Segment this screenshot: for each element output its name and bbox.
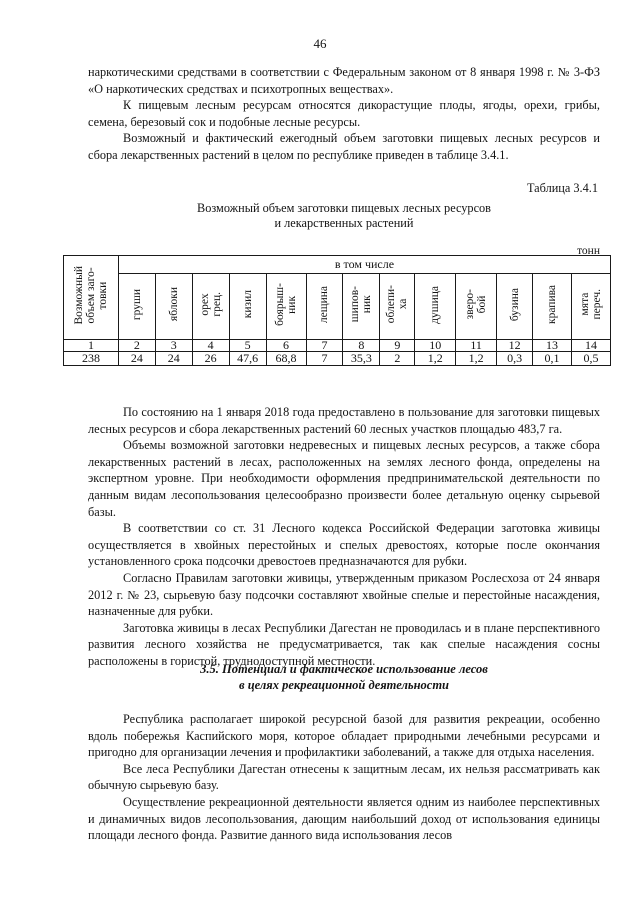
paragraph: Согласно Правилам заготовки живицы, утвержденным приказом Рослесхоза от 24 января 2012 г. № 23, сырьевую базу подсочки составляют хвойные спелые и перестойные насаждения, назначенные для рубки. <box>88 570 600 619</box>
header-cell-total: Возможный объем заго- товки <box>64 256 119 340</box>
header-cell: боярыш- ник <box>266 274 306 340</box>
paragraph: Заготовка живицы в лесах Республики Дагестан не проводилась и в плане перспективного развития лесного хозяйства не предусматривается, так как спелые насаждения сосны расположены в гористой, труднодоступной местности. <box>88 620 600 668</box>
value-cell: 24 <box>118 352 155 366</box>
header-cell: яблоки <box>155 274 192 340</box>
section-heading-line: в целях рекреационной деятельности <box>238 678 450 692</box>
column-number-cell: 13 <box>533 340 572 352</box>
header-cell: крапива <box>533 274 572 340</box>
table-unit: тонн <box>577 245 600 257</box>
table-title-line: и лекарственных растений <box>274 216 414 230</box>
resources-table <box>63 255 611 366</box>
value-cell: 26 <box>192 352 229 366</box>
column-number-cell: 8 <box>343 340 380 352</box>
value-cell: 68,8 <box>266 352 306 366</box>
column-number-cell: 11 <box>456 340 497 352</box>
column-number-cell: 4 <box>192 340 229 352</box>
header-cell: зверо- бой <box>456 274 497 340</box>
value-cell: 1,2 <box>415 352 456 366</box>
value-cell: 7 <box>306 352 343 366</box>
header-cell: душица <box>415 274 456 340</box>
header-cell: лещина <box>306 274 343 340</box>
value-cell: 2 <box>380 352 415 366</box>
paragraph: Республика располагает широкой ресурсной базой для развития рекреации, особенно вдоль побережья Каспийского моря, которое обладает природными лечебными ресурсами и пригодно для организации лечения и профилактики заболеваний, а также для отдыха населения. <box>88 712 600 760</box>
intro-text <box>88 64 600 164</box>
paragraph: Все леса Республики Дагестан отнесены к защитным лесам, их нельзя рассматривать как обычную сырьевую базу. <box>88 761 600 793</box>
section-heading <box>88 661 600 693</box>
column-number-cell: 14 <box>571 340 610 352</box>
value-cell: 0,3 <box>497 352 533 366</box>
header-cell: мята переч. <box>571 274 610 340</box>
section-heading-line: 3.5. Потенциал и фактическое использование лесов <box>200 662 488 676</box>
value-cell: 1,2 <box>456 352 497 366</box>
value-cell: 47,6 <box>229 352 266 366</box>
table-title-line: Возможный объем заготовки пищевых лесных ресурсов <box>197 201 491 215</box>
paragraph: По состоянию на 1 января 2018 года предоставлено в пользование для заготовки пищевых лесных ресурсов и сбора лекарственных растений 60 лесных участков площадью 483,7 га. <box>88 405 600 436</box>
value-cell: 238 <box>64 352 119 366</box>
column-number-cell: 9 <box>380 340 415 352</box>
paragraph: Объемы возможной заготовки недревесных и пищевых лесных ресурсов, а также сбора лекарственных растений в лесах, расположенных на землях лесного фонда, определены на экспертном уровне. При необходимости оформления предпринимательской деятельности по данным видам лесопользования целесообразно произвести более детальную оценку сырьевой базы. <box>88 438 600 519</box>
value-cell: 0,1 <box>533 352 572 366</box>
paragraph: В соответствии со ст. 31 Лесного кодекса Российской Федерации заготовка живицы осуществляется в хвойных перестойных и спелых древостоях, которые после окончания установленного срока подсочки древостоев предназначаются для рубки. <box>88 521 600 569</box>
value-cell: 0,5 <box>571 352 610 366</box>
header-cell: кизил <box>229 274 266 340</box>
column-number-cell: 3 <box>155 340 192 352</box>
table-caption: Таблица 3.4.1 <box>526 181 598 195</box>
column-number-cell: 10 <box>415 340 456 352</box>
header-cell: бузина <box>497 274 533 340</box>
table-title <box>88 201 600 231</box>
header-cell: орех грец. <box>192 274 229 340</box>
header-cell: груши <box>118 274 155 340</box>
bottom-text <box>88 711 600 844</box>
column-number-cell: 6 <box>266 340 306 352</box>
middle-text <box>88 404 600 670</box>
header-cell: облепи- ха <box>380 274 415 340</box>
column-number-cell: 12 <box>497 340 533 352</box>
paragraph: наркотическими средствами в соответствии с Федеральным законом от 8 января 1998 г. № 3-ФЗ «О наркотических средствах и психотропных веществах». <box>88 65 600 96</box>
page-number: 46 <box>313 36 327 51</box>
column-number-cell: 1 <box>64 340 119 352</box>
column-number-cell: 2 <box>118 340 155 352</box>
header-group: в том числе <box>118 256 610 274</box>
paragraph: К пищевым лесным ресурсам относятся дикорастущие плоды, ягоды, орехи, грибы, семена, березовый сок и подобные лесные ресурсы. <box>88 98 600 129</box>
paragraph: Осуществление рекреационной деятельности является одним из наиболее перспективных и динамичных видов лесопользования, дающим наибольший доход от использования единицы площади лесного фонда. Развитие данного вида использования лесов <box>88 794 600 843</box>
paragraph: Возможный и фактический ежегодный объем заготовки пищевых лесных ресурсов и сбора лекарственных растений в целом по республике приведен в таблице 3.4.1. <box>88 131 600 162</box>
header-cell: шипов- ник <box>343 274 380 340</box>
column-number-cell: 5 <box>229 340 266 352</box>
value-cell: 35,3 <box>343 352 380 366</box>
value-cell: 24 <box>155 352 192 366</box>
column-number-cell: 7 <box>306 340 343 352</box>
